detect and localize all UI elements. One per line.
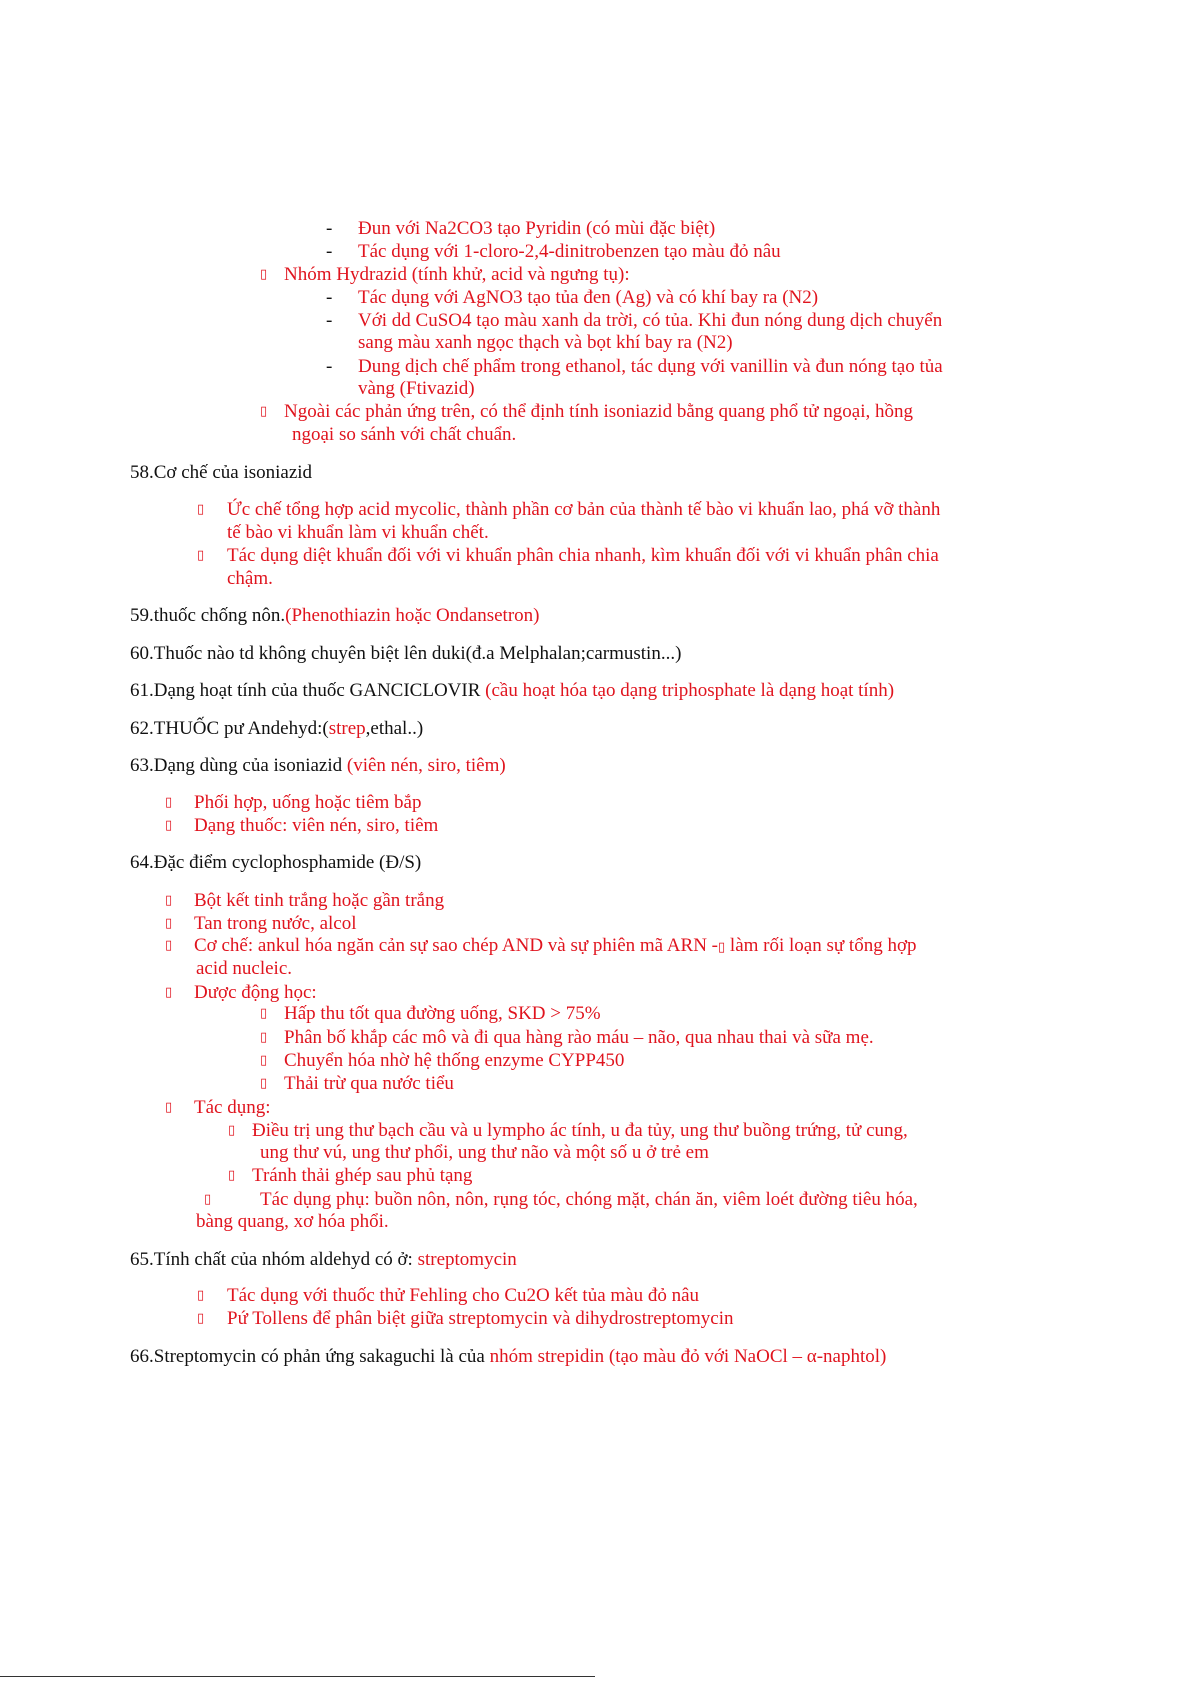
text-line: ung thư vú, ung thư phổi, ung thư não và một số u ở trẻ em: [260, 1142, 709, 1163]
square-bullet-icon: ▯: [260, 267, 268, 282]
square-bullet-icon: ▯: [165, 893, 173, 908]
dash-bullet: -: [326, 241, 333, 262]
square-bullet-icon: ▯: [165, 985, 173, 1000]
text-line: Thải trừ qua nước tiểu: [284, 1073, 454, 1094]
text-line: Dạng thuốc: viên nén, siro, tiêm: [194, 815, 439, 836]
answer-text: (cầu hoạt hóa tạo dạng triphosphate là dạng hoạt tính): [485, 680, 895, 701]
square-bullet-icon: ▯: [197, 1288, 205, 1303]
footnote-separator: [0, 1676, 595, 1677]
text-line: acid nucleic.: [196, 958, 293, 979]
text-line: vàng (Ftivazid): [358, 378, 475, 399]
square-bullet-icon: ▯: [228, 1123, 236, 1138]
text-line: tế bào vi khuẩn làm vi khuẩn chết.: [227, 522, 489, 543]
text-part: làm rối loạn sự tổng hợp: [725, 935, 917, 956]
question-59: [130, 605, 539, 627]
text-line: ngoại so sánh với chất chuẩn.: [292, 424, 517, 445]
square-bullet-icon: ▯: [260, 1076, 268, 1091]
answer-text: streptomycin: [417, 1249, 517, 1270]
square-bullet-icon: ▯: [197, 502, 205, 517]
dash-bullet: -: [326, 310, 333, 331]
text-line: Phối hợp, uống hoặc tiêm bắp: [194, 792, 422, 813]
question-61: [130, 680, 894, 702]
question-66: [130, 1346, 886, 1368]
square-bullet-icon: ▯: [260, 1006, 268, 1021]
text-line: Ngoài các phản ứng trên, có thể định tính isoniazid bằng quang phổ tử ngoại, hồng: [284, 401, 913, 422]
text-line: Dung dịch chế phẩm trong ethanol, tác dụng với vanillin và đun nóng tạo tủa: [358, 356, 943, 377]
square-bullet-icon: ▯: [165, 1100, 173, 1115]
square-bullet-icon: ▯: [260, 1053, 268, 1068]
text-line: Dược động học:: [194, 982, 317, 1003]
text-line: Tránh thải ghép sau phủ tạng: [252, 1165, 473, 1186]
text-line: Tác dụng với 1-cloro-2,4-dinitrobenzen tạo màu đỏ nâu: [358, 241, 781, 262]
text-line: sang màu xanh ngọc thạch và bọt khí bay ra (N2): [358, 332, 733, 353]
question-text: 61.Dạng hoạt tính của thuốc GANCICLOVIR: [130, 680, 486, 701]
text-line: Nhóm Hydrazid (tính khử, acid và ngưng tụ):: [284, 264, 630, 285]
question-text: 63.Dạng dùng của isoniazid: [130, 755, 347, 776]
text-line: Tan trong nước, alcol: [194, 913, 357, 934]
question-64: 64.Đặc điểm cyclophosphamide (Đ/S): [130, 852, 422, 873]
answer-text: (viên nén, siro, tiêm): [346, 755, 506, 776]
question-text: 59.thuốc chống nôn.: [130, 605, 286, 626]
text-part: Cơ chế: ankul hóa ngăn cản sự sao chép AND và sự phiên mã ARN -: [194, 935, 719, 956]
text-line: Pứ Tollens để phân biệt giữa streptomycin và dihydrostreptomycin: [227, 1308, 734, 1329]
text-line: Tác dụng diệt khuẩn đối với vi khuẩn phân chia nhanh, kìm khuẩn đối với vi khuẩn phân chia: [227, 545, 939, 566]
text-line: Điều trị ung thư bạch cầu và u lympho ác tính, u đa tủy, ung thư buồng trứng, tử cung,: [252, 1120, 908, 1141]
text-line: Tác dụng:: [194, 1097, 271, 1118]
text-line: Bột kết tinh trắng hoặc gần trắng: [194, 890, 445, 911]
answer-text: (Phenothiazin hoặc Ondansetron): [285, 605, 540, 626]
square-bullet-icon: ▯: [165, 916, 173, 931]
question-65: [130, 1249, 517, 1271]
dash-bullet: -: [326, 218, 333, 239]
square-bullet-icon: ▯: [197, 548, 205, 563]
question-text: ,ethal..): [365, 718, 424, 739]
text-line: Chuyển hóa nhờ hệ thống enzyme CYPP450: [284, 1050, 625, 1071]
question-60: 60.Thuốc nào td không chuyên biệt lên duki(đ.a Melphalan;carmustin...): [130, 643, 682, 664]
question-text: 66.Streptomycin có phản ứng sakaguchi là của: [130, 1346, 490, 1367]
text-line: Tác dụng phụ: buồn nôn, nôn, rụng tóc, chóng mặt, chán ăn, viêm loét đường tiêu hóa,: [260, 1189, 918, 1210]
square-bullet-icon: ▯: [165, 818, 173, 833]
question-58: 58.Cơ chế của isoniazid: [130, 462, 313, 483]
text-line: Đun với Na2CO3 tạo Pyridin (có mùi đặc biệt): [358, 218, 716, 239]
text-line: Tác dụng với thuốc thử Fehling cho Cu2O kết tủa màu đỏ nâu: [227, 1285, 700, 1306]
arrow-icon: ▯: [718, 940, 726, 955]
text-line: Hấp thu tốt qua đường uống, SKD > 75%: [284, 1003, 601, 1024]
dash-bullet: -: [326, 356, 333, 377]
question-63: [130, 755, 506, 777]
text-line: Ức chế tổng hợp acid mycolic, thành phần cơ bản của thành tế bào vi khuẩn lao, phá vỡ thành: [227, 499, 941, 520]
square-bullet-icon: ▯: [260, 1030, 268, 1045]
question-text: 62.THUỐC pư Andehyd:(: [130, 718, 329, 739]
question-text: 65.Tính chất của nhóm aldehyd có ở:: [130, 1249, 418, 1270]
text-line: bàng quang, xơ hóa phổi.: [196, 1211, 389, 1232]
text-line: Tác dụng với AgNO3 tạo tủa đen (Ag) và có khí bay ra (N2): [358, 287, 819, 308]
text-line: Phân bố khắp các mô và đi qua hàng rào máu – não, qua nhau thai và sữa mẹ.: [284, 1027, 874, 1048]
square-bullet-icon: ▯: [260, 404, 268, 419]
square-bullet-icon: ▯: [165, 795, 173, 810]
square-bullet-icon: ▯: [197, 1311, 205, 1326]
answer-text: nhóm strepidin (tạo màu đỏ với NaOCl – α-naphtol): [489, 1346, 887, 1367]
square-bullet-icon: ▯: [204, 1192, 212, 1207]
square-bullet-icon: ▯: [165, 938, 173, 953]
square-bullet-icon: ▯: [228, 1168, 236, 1183]
text-line: [194, 935, 917, 959]
text-line: chậm.: [227, 568, 273, 589]
text-line: Với dd CuSO4 tạo màu xanh da trời, có tủa. Khi đun nóng dung dịch chuyển: [358, 310, 943, 331]
question-62: [130, 718, 423, 740]
answer-text: strep: [328, 718, 366, 739]
dash-bullet: -: [326, 287, 333, 308]
